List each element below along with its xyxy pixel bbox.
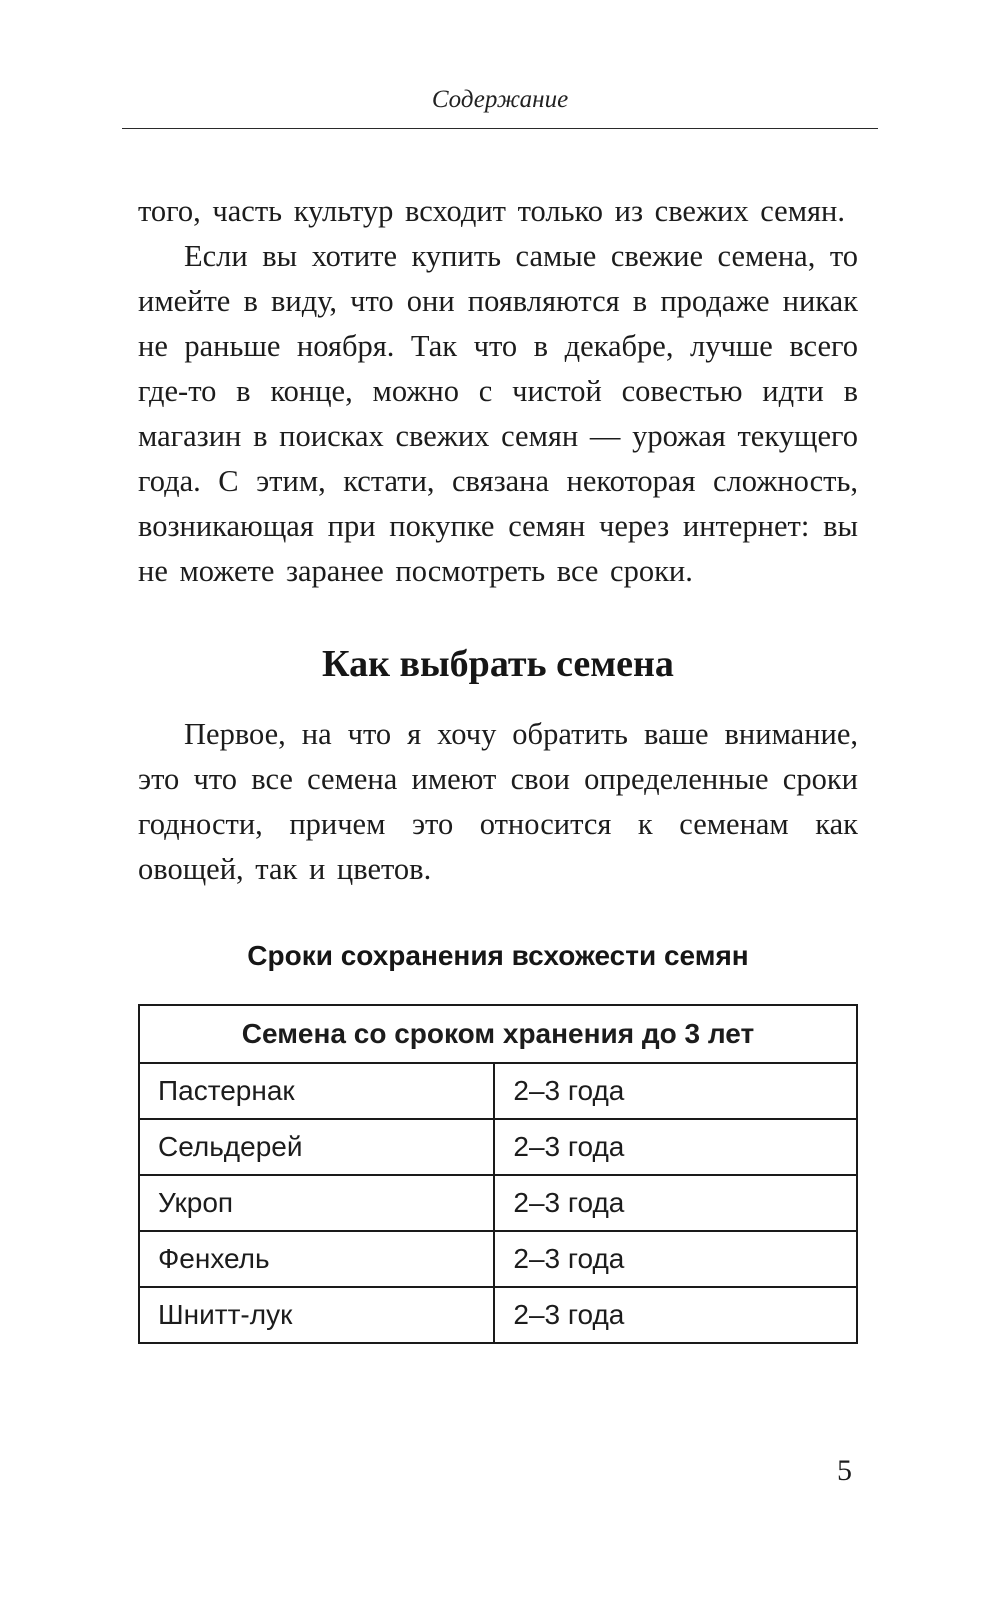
seed-term-cell: 2–3 года <box>494 1231 857 1287</box>
table-row <box>139 1231 857 1287</box>
table-title: Сроки сохранения всхожести семян <box>247 940 749 971</box>
table-header-cell: Семена со сроком хранения до 3 лет <box>139 1005 857 1063</box>
table-row <box>139 1287 857 1343</box>
seed-name-cell: Укроп <box>139 1175 494 1231</box>
table-header-row <box>139 1005 857 1063</box>
paragraph: Первое, на что я хочу обратить ваше внимание, это что все семена имеют свои определенные сроки годности, причем это относится к семенам как овощей, так и цветов. <box>138 717 858 886</box>
seed-name-cell: Фенхель <box>139 1231 494 1287</box>
seed-storage-table <box>138 1004 858 1344</box>
seed-term-cell: 2–3 года <box>494 1175 857 1231</box>
seed-name-cell: Шнитт-лук <box>139 1287 494 1343</box>
seed-name-cell: Пастернак <box>139 1063 494 1119</box>
running-header: Содержание <box>431 86 569 113</box>
table-row <box>139 1119 857 1175</box>
section-heading: Как выбрать семена <box>322 643 674 685</box>
table-row <box>139 1063 857 1119</box>
table-row <box>139 1175 857 1231</box>
paragraph-continuation: того, часть культур всходит только из свежих семян. <box>138 194 845 228</box>
seed-term-cell: 2–3 года <box>494 1287 857 1343</box>
page-header <box>0 0 1000 129</box>
paragraph: Если вы хотите купить самые свежие семена, то имейте в виду, что они появляются в продаже никак не раньше ноября. Так что в декабре, лучше всего где-то в конце, можно с чистой совестью идти в магазин в поисках свежих семян — урожая текущего года. С этим, кстати, связана некоторая сложность, возникающая при покупке семян через интернет: вы не можете заранее посмотреть все сроки. <box>138 239 858 588</box>
seed-term-cell: 2–3 года <box>494 1063 857 1119</box>
seed-term-cell: 2–3 года <box>494 1119 857 1175</box>
page-number: 5 <box>837 1454 852 1487</box>
page-body <box>0 129 1000 1344</box>
seed-name-cell: Сельдерей <box>139 1119 494 1175</box>
